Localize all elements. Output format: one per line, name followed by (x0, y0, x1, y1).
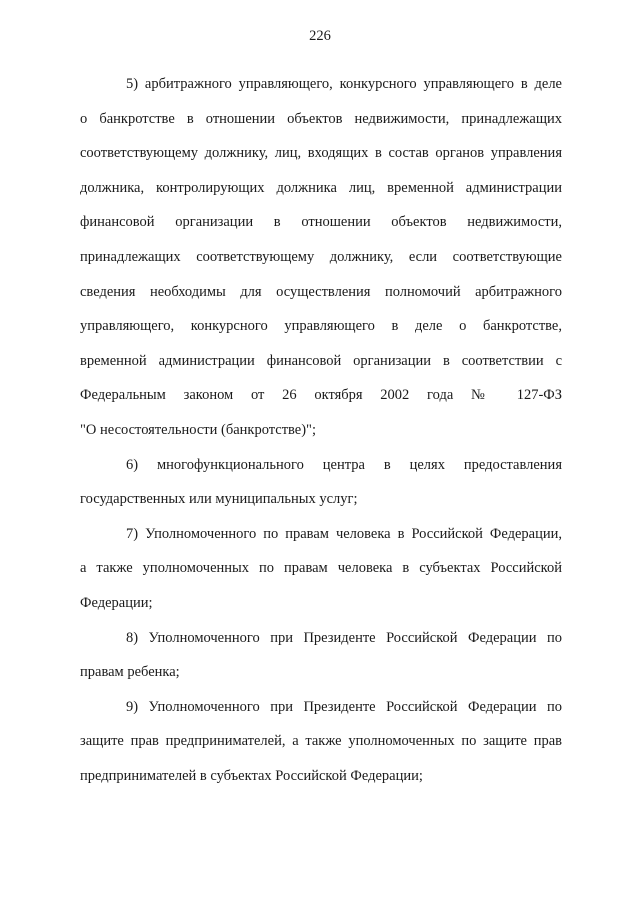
text-line: сведения необходимы для осуществления полномочий арбитражного (80, 283, 562, 300)
text-line: 9) Уполномоченного при Президенте Российской Федерации по (126, 698, 562, 715)
text-line: принадлежащих соответствующему должнику, если соответствующие (80, 248, 562, 265)
text-line: Федерации; (80, 594, 153, 611)
text-line: государственных или муниципальных услуг; (80, 491, 358, 508)
text-line: о банкротстве в отношении объектов недвижимости, принадлежащих (80, 110, 562, 127)
text-line: "О несостоятельности (банкротстве)"; (80, 421, 317, 438)
paragraph-7 (80, 522, 562, 626)
text-line: временной администрации финансовой организации в соответствии с (80, 352, 562, 369)
paragraph-6 (80, 453, 562, 522)
text-line: соответствующему должнику, лиц, входящих в состав органов управления (80, 145, 562, 162)
text-line: 6) многофункционального центра в целях предоставления (126, 456, 562, 473)
paragraph-8 (80, 626, 562, 695)
document-body (80, 72, 562, 798)
paragraph-5 (80, 72, 562, 453)
page-number: 226 (309, 28, 331, 44)
text-line: должника, контролирующих должника лиц, временной администрации (80, 179, 562, 196)
text-line: а также уполномоченных по правам человека в субъектах Российской (80, 560, 562, 577)
text-line: 5) арбитражного управляющего, конкурсного управляющего в деле (126, 76, 562, 92)
text-line: предпринимателей в субъектах Российской Федерации; (80, 767, 423, 784)
text-line: управляющего, конкурсного управляющего в деле о банкротстве, (80, 318, 562, 335)
text-line: 7) Уполномоченного по правам человека в Российской Федерации, (126, 525, 562, 542)
text-line: Федеральным законом от 26 октября 2002 года № 127-ФЗ (80, 387, 562, 404)
text-line: финансовой организации в отношении объектов недвижимости, (80, 214, 562, 231)
text-line: правам ребенка; (80, 664, 180, 681)
text-line: защите прав предпринимателей, а также уполномоченных по защите прав (80, 733, 562, 750)
paragraph-9 (80, 695, 562, 799)
text-line: 8) Уполномоченного при Президенте Российской Федерации по (126, 629, 562, 646)
